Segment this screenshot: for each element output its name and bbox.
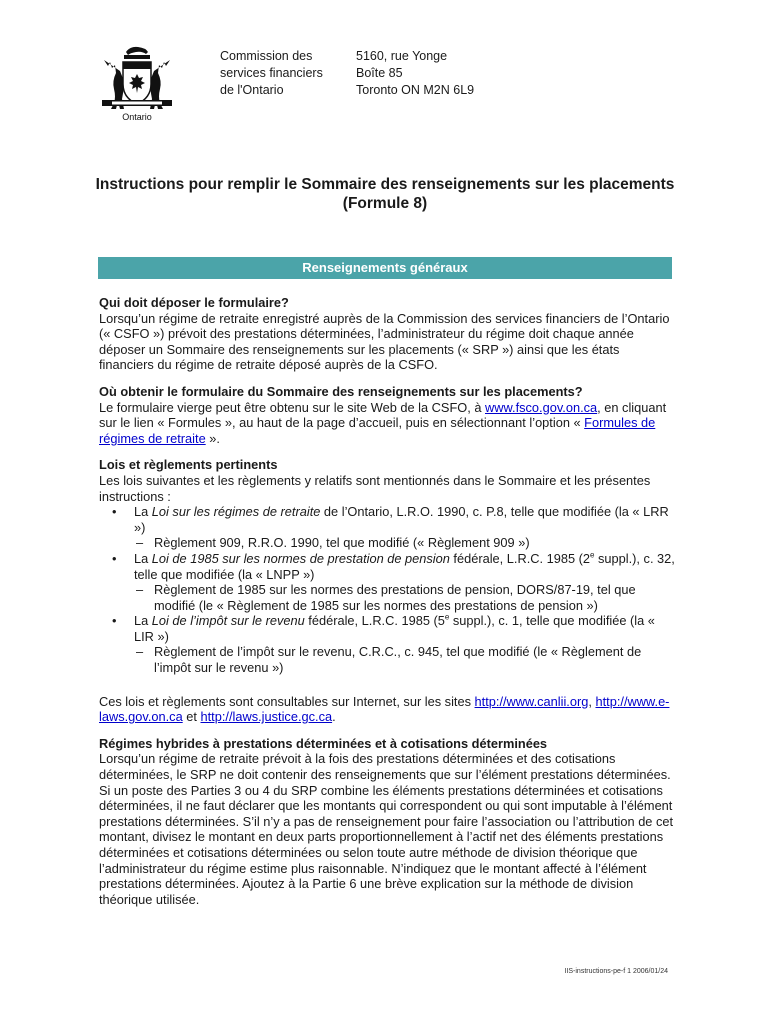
section-online-sources (99, 694, 675, 725)
logo-wordmark: Ontario (122, 112, 152, 122)
pension-forms-link[interactable]: Formules de régimes de retraite (99, 415, 656, 446)
e-laws-link[interactable]: http://www.e-laws.gov.on.ca (99, 693, 670, 725)
text-run: La (134, 613, 152, 629)
text-run: suppl.), c. 32, telle que modifiée (la « LNPP ») (134, 550, 675, 582)
justice-laws-link[interactable]: http://laws.justice.gc.ca (200, 709, 333, 725)
sub-list (134, 644, 675, 675)
section-heading: Qui doit déposer le formulaire? (99, 295, 289, 310)
text-run: et (182, 709, 201, 725)
text-run: , en cliquant sur le lien « Formules », au haut de la page d’accueil, puis en sélectionnant l’option « (99, 399, 667, 431)
section-paragraph: Lorsqu’un régime de retraite enregistré auprès de la Commission des services financiers de l’Ontario (« CSFO ») prévoit des prestations déterminées, l’administrateur du régime doit chaque année déposer un Sommaire des renseignements sur les placements (« SRP ») ainsi que les états financiers du régime de retraite déposé auprès de la CSFO. (99, 310, 670, 373)
text-run: Le formulaire vierge peut être obtenu sur le site Web de la CSFO, à (99, 399, 485, 415)
sub-list-item: – Règlement de l’impôt sur le revenu, C.R.C., c. 945, tel que modifié (le « Règlement de l’impôt sur le revenu ») (134, 644, 675, 675)
text-run: , (588, 693, 596, 709)
section-heading: Lois et règlements pertinents (99, 457, 278, 473)
section-paragraph (99, 694, 675, 725)
footer-document-code: IIS-instructions-pe-f 1 2006/01/24 (564, 968, 668, 975)
sub-list-item: – Règlement de 1985 sur les normes des prestations de pension, DORS/87-19, tel que modifié (le « Règlement de 1985 sur les normes des prestations de pension ») (134, 582, 675, 613)
laws-list (99, 504, 675, 676)
title-line-2: (Formule 8) (342, 195, 428, 212)
text-run: La (134, 550, 152, 566)
law-title: Loi sur les régimes de retraite (151, 504, 321, 520)
text-run: Ces lois et règlements sont consultables sur Internet, sur les sites (99, 693, 475, 709)
section-heading: Où obtenir le formulaire du Sommaire des renseignements sur les placements? (99, 383, 583, 399)
address-line: Boîte 85 (356, 66, 403, 80)
fsco-website-link[interactable]: www.fsco.gov.on.ca (485, 399, 598, 415)
commission-name (220, 48, 323, 99)
section-paragraph: Lorsqu’un régime de retraite prévoit à la fois des prestations déterminées et des cotisations déterminées, le SRP ne doit contenir des renseignements que sur l’élément prestations déterminées. Si un poste des Parties 3 ou 4 du SRP combine les éléments prestations déterminées et cotisations déterminées, il ne faut déclarer que les montants qui correspondent ou qui sont imputable à l’élément prestations déterminées. S’il n’y a pas de renseignement pour faire l’association ou l’attribution de cet montant, divisez le montant en deux parts proportionnellement à l’actif net des éléments prestations déterminées et cotisations déterminées ou selon toute autre méthode de division théorique que l’administrateur du régime estime plus raisonnable. N’indiquez que le montant affecté à l’élément prestations déterminées. Ajoutez à la Partie 6 une brève explication sur la méthode de division théorique utilisée. (99, 751, 674, 907)
document-title (60, 175, 710, 213)
title-line-1: Instructions pour remplir le Sommaire des renseignements sur les placements (95, 176, 675, 193)
address-line: Toronto ON M2N 6L9 (356, 83, 475, 97)
text-run: de l’Ontario, L.R.O. 1990, c. P.8, telle que modifiée (la « LRR ») (134, 504, 669, 535)
commission-address (356, 48, 474, 99)
document-body (99, 295, 675, 918)
section-hybrid-plans (99, 736, 675, 908)
superscript: e (590, 550, 595, 560)
text-run: ». (205, 430, 220, 446)
section-laws-regulations (99, 457, 675, 675)
sub-list-item: – Règlement 909, R.R.O. 1990, tel que modifié (« Règlement 909 ») (134, 535, 675, 551)
section-who-files (99, 295, 675, 373)
ontario-coat-of-arms-logo (98, 44, 176, 124)
section-where-to-get-form (99, 384, 675, 446)
address-line: 5160, rue Yonge (356, 49, 448, 63)
list-item (99, 613, 675, 675)
superscript: e (444, 613, 450, 623)
text-run: fédérale, L.R.C. 1985 (2 (449, 550, 591, 566)
law-title: Loi de l’impôt sur le revenu (151, 613, 305, 629)
org-line: de l'Ontario (220, 83, 284, 97)
org-line: services financiers (220, 66, 323, 80)
text-run: La (134, 504, 152, 520)
sub-list (134, 535, 675, 551)
section-header-bar: Renseignements généraux (98, 257, 672, 279)
sub-list (134, 582, 675, 613)
law-title: Loi de 1985 sur les normes de prestation de pension (151, 550, 450, 566)
text-run: . (332, 709, 336, 725)
text-run: fédérale, L.R.C. 1985 (5 (304, 613, 445, 629)
list-item (99, 551, 675, 613)
section-heading: Régimes hybrides à prestations déterminées et à cotisations déterminées (99, 735, 548, 751)
text-run: suppl.), c. 1, telle que modifiée (la « LIR ») (134, 613, 655, 644)
list-item (99, 504, 675, 551)
section-paragraph (99, 400, 675, 447)
org-line: Commission des (220, 49, 313, 63)
section-paragraph: Les lois suivantes et les règlements y relatifs sont mentionnés dans le Sommaire et les présentes instructions : (99, 472, 651, 504)
canlii-link[interactable]: http://www.canlii.org (474, 693, 589, 709)
